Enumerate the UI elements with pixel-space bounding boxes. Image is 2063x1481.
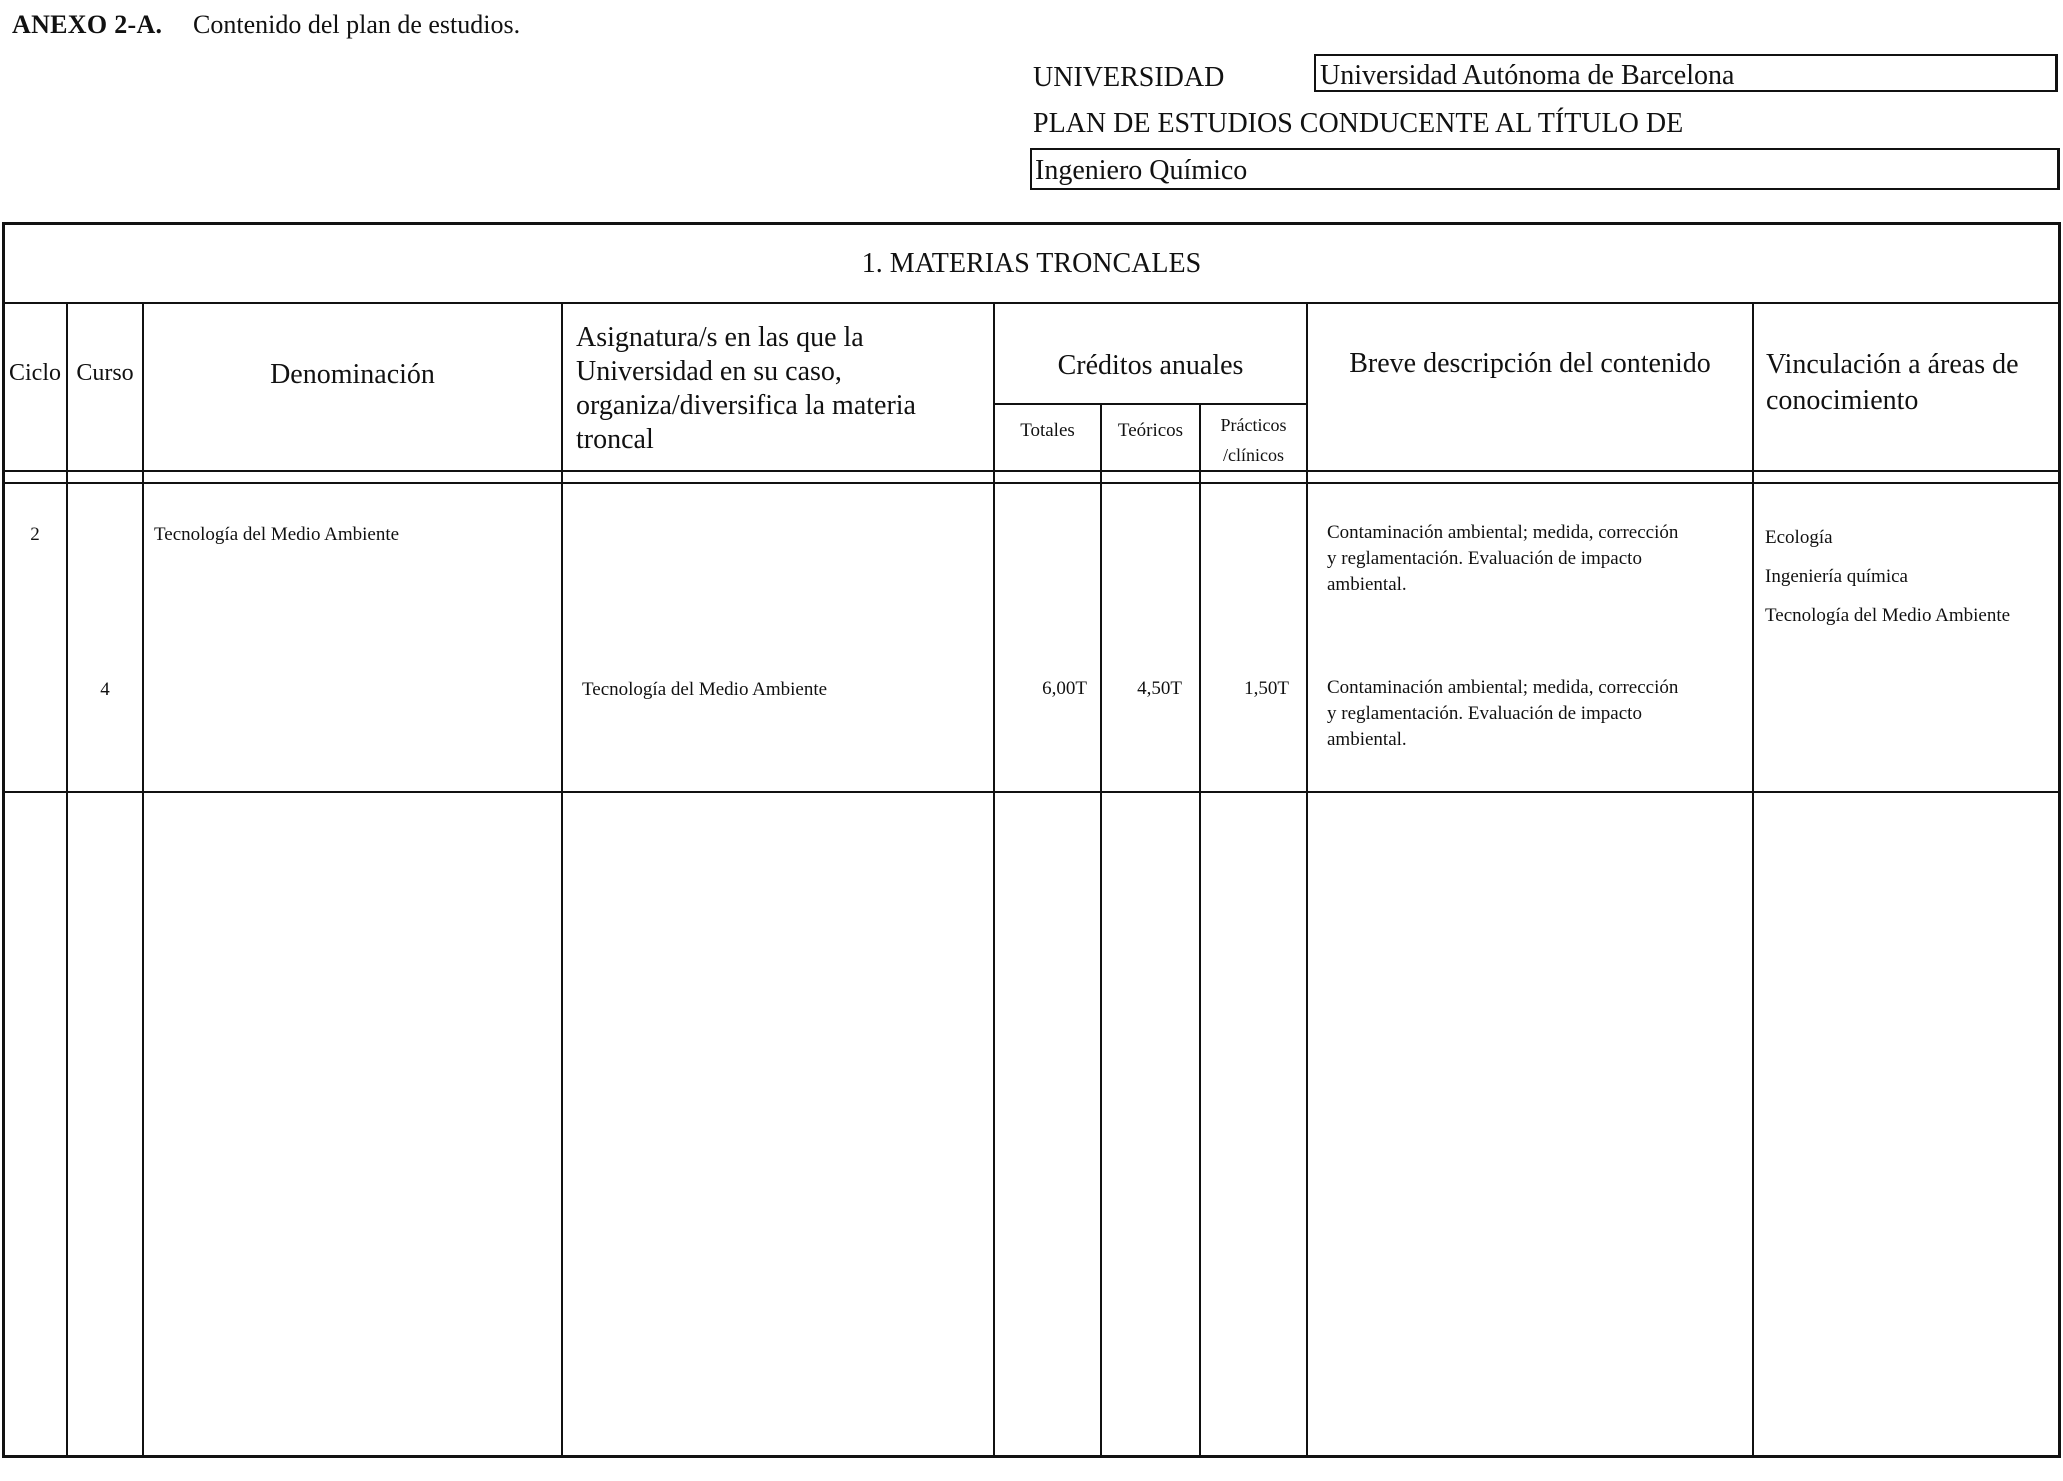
- area-item: Ingeniería química: [1765, 566, 1908, 587]
- row1-descripcion-line2: y reglamentación. Evaluación de impacto: [1327, 548, 1642, 569]
- row2-practicos: 1,50T: [1244, 678, 1289, 699]
- table-divider-creditos: [993, 403, 1308, 405]
- col-divider-asignatura: [993, 304, 995, 1458]
- col-header-asignatura-line3: organiza/diversifica la materia: [576, 390, 916, 421]
- row2-totales: 6,00T: [1042, 678, 1087, 699]
- col-divider-denominacion: [561, 304, 563, 1458]
- col-divider-practicos: [1306, 304, 1308, 1458]
- table-border-left: [2, 222, 5, 1458]
- table-border-top: [2, 222, 2061, 225]
- section-title: 1. MATERIAS TRONCALES: [861, 248, 1202, 279]
- col-header-asignatura-line2: Universidad en su caso,: [576, 356, 842, 387]
- col-header-ciclo: Ciclo: [9, 360, 61, 386]
- row1-ciclo: 2: [30, 524, 40, 545]
- col-header-vinculacion-line2: conocimiento: [1766, 385, 1919, 416]
- col-divider-curso: [142, 304, 144, 1458]
- row2-descripcion-line3: ambiental.: [1327, 729, 1407, 750]
- col-header-teoricos: Teóricos: [1117, 420, 1184, 441]
- col-divider-totales: [1100, 403, 1102, 1458]
- col-header-practicos-line2: /clínicos: [1223, 445, 1284, 465]
- col-header-practicos-line1: Prácticos: [1220, 415, 1287, 435]
- area-item: Ecología: [1765, 527, 1833, 548]
- row1-descripcion-line1: Contaminación ambiental; medida, corrección: [1327, 522, 1679, 543]
- col-divider-teoricos: [1199, 403, 1201, 1458]
- annex-label: ANEXO 2-A.: [12, 10, 163, 39]
- row1-descripcion: [1327, 520, 1747, 598]
- col-header-practicos: [1201, 410, 1306, 470]
- row2-asignatura: Tecnología del Medio Ambiente: [582, 679, 828, 700]
- col-header-curso: Curso: [76, 360, 134, 386]
- row2-descripcion: [1327, 675, 1747, 753]
- row1-denominacion: Tecnología del Medio Ambiente: [154, 524, 400, 545]
- plan-label: PLAN DE ESTUDIOS CONDUCENTE AL TÍTULO DE: [1033, 108, 1684, 139]
- area-item: Tecnología del Medio Ambiente: [1765, 605, 2011, 626]
- row2-descripcion-line2: y reglamentación. Evaluación de impacto: [1327, 703, 1642, 724]
- col-header-descripcion: Breve descripción del contenido: [1349, 348, 1711, 379]
- col-header-asignatura-line1: Asignatura/s en las que la: [576, 322, 864, 353]
- col-header-vinculacion: [1766, 347, 2056, 419]
- row1-areas: [1765, 518, 2057, 635]
- col-header-totales: Totales: [1020, 420, 1075, 441]
- col-header-asignatura: [576, 321, 986, 457]
- col-header-creditos: Créditos anuales: [1057, 350, 1244, 381]
- row1-descripcion-line3: ambiental.: [1327, 574, 1407, 595]
- col-divider-descripcion: [1752, 304, 1754, 1458]
- university-value: Universidad Autónoma de Barcelona: [1320, 60, 1735, 91]
- col-header-vinculacion-line1: Vinculación a áreas de: [1766, 349, 2019, 380]
- degree-value: Ingeniero Químico: [1035, 155, 1248, 186]
- university-label: UNIVERSIDAD: [1033, 62, 1225, 93]
- col-header-asignatura-line4: troncal: [576, 424, 654, 455]
- table-border-right: [2058, 222, 2061, 1458]
- row2-teoricos: 4,50T: [1137, 678, 1182, 699]
- col-header-denominacion: Denominación: [270, 359, 435, 390]
- row2-descripcion-line1: Contaminación ambiental; medida, corrección: [1327, 677, 1679, 698]
- row2-curso: 4: [100, 679, 110, 700]
- col-divider-ciclo: [66, 304, 68, 1458]
- annex-description: Contenido del plan de estudios.: [193, 10, 521, 39]
